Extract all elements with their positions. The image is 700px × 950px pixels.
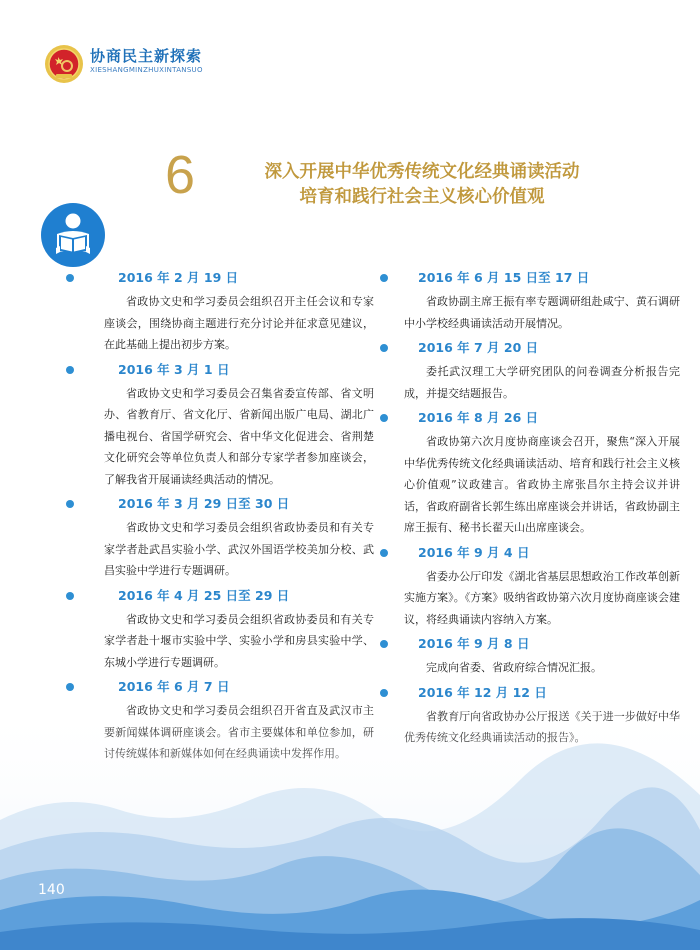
bullet-dot-icon [66, 366, 74, 374]
entry-date: 2016 年 12 月 12 日 [418, 684, 547, 700]
entry-date: 2016 年 9 月 4 日 [418, 544, 530, 560]
entry-date: 2016 年 2 月 19 日 [118, 270, 239, 285]
entry-text: 省政协第六次月度协商座谈会召开，聚焦“深入开展中华优秀传统文化经典诵读活动、培育和践行社会主义核心价值观”议政建言。省政协主席张昌尔主持会议并讲话，省政府副省长郭生练出席座谈会并讲话，省政协副主席王振有、秘书长翟天山出席座谈会。 [404, 435, 680, 534]
bullet-dot-icon [380, 414, 388, 422]
page-number: 140 [38, 882, 65, 898]
timeline-entry [404, 408, 680, 539]
section-title [222, 160, 622, 210]
entry-date: 2016 年 6 月 7 日 [118, 679, 230, 694]
cppcc-emblem-icon [44, 44, 84, 84]
timeline-entry [404, 338, 680, 404]
timeline-left-column [104, 268, 374, 769]
bullet-dot-icon [66, 592, 74, 600]
entry-date: 2016 年 6 月 15 日至 17 日 [418, 270, 590, 285]
entry-text: 委托武汉理工大学研究团队的问卷调查分析报告完成，并提交结题报告。 [404, 365, 680, 400]
entry-text: 完成向省委、省政府综合情况汇报。 [426, 661, 602, 674]
entry-date: 2016 年 4 月 25 日至 29 日 [118, 587, 290, 603]
entry-date: 2016 年 9 月 8 日 [418, 636, 530, 651]
timeline-right-column [404, 268, 680, 753]
mountain-background [0, 700, 700, 950]
bullet-dot-icon [380, 689, 388, 697]
entry-date: 2016 年 3 月 1 日 [118, 361, 230, 377]
header-subtitle: XIESHANGMINZHUXINTANSUO [90, 66, 203, 74]
timeline-entry [404, 543, 680, 631]
entry-date: 2016 年 7 月 20 日 [418, 340, 539, 355]
entry-date: 2016 年 8 月 26 日 [418, 410, 539, 425]
section-title-line-2: 培育和践行社会主义核心价值观 [299, 187, 545, 207]
entry-text: 省委办公厅印发《湖北省基层思想政治工作改革创新实施方案》。《方案》吸纳省政协第六次月度协商座谈会建议，将经典诵读内容纳入方案。 [404, 569, 680, 626]
bullet-dot-icon [66, 683, 74, 691]
bullet-dot-icon [380, 640, 388, 648]
reader-book-icon [40, 202, 106, 268]
entry-text: 省政协文史和学习委员会组织省政协委员和有关专家学者赴十堰市实验中学、实验小学和房县实验中学、东城小学进行专题调研。 [104, 612, 374, 669]
timeline-entry [104, 268, 374, 356]
entry-text: 省政协文史和学习委员会组织省政协委员和有关专家学者赴武昌实验小学、武汉外国语学校美加分校、武昌实验中学进行专题调研。 [104, 521, 374, 577]
timeline-entry [404, 268, 680, 334]
timeline-entry [418, 634, 668, 679]
timeline-entry [104, 586, 374, 674]
bullet-dot-icon [66, 274, 74, 282]
header-title: 协商民主新探索 [90, 47, 203, 65]
section-title-line-1: 深入开展中华优秀传统文化经典诵读活动 [264, 162, 580, 182]
bullet-dot-icon [380, 549, 388, 557]
entry-date: 2016 年 3 月 29 日至 30 日 [118, 496, 290, 511]
bullet-dot-icon [380, 274, 388, 282]
bullet-dot-icon [66, 500, 74, 508]
timeline-entry [104, 360, 374, 491]
entry-text: 省政协文史和学习委员会召集省委宣传部、省文明办、省教育厅、省文化厅、省新闻出版广电局、湖北广播电视台、省国学研究会、省中华文化促进会、省荆楚文化研究会等单位负责人和部分专家学者参加座谈会，了解我省开展诵读经典活动的情况。 [104, 386, 374, 486]
entry-text: 省政协文史和学习委员会组织召开主任会议和专家座谈会，围绕协商主题进行充分讨论并征求意见建议，在此基础上提出初步方案。 [104, 295, 374, 351]
bullet-dot-icon [380, 344, 388, 352]
timeline-entry [104, 494, 374, 582]
entry-text: 省政协副主席王振有率专题调研组赴咸宁、黄石调研中小学校经典诵读活动开展情况。 [404, 295, 680, 330]
section-number: 6 [165, 145, 196, 205]
